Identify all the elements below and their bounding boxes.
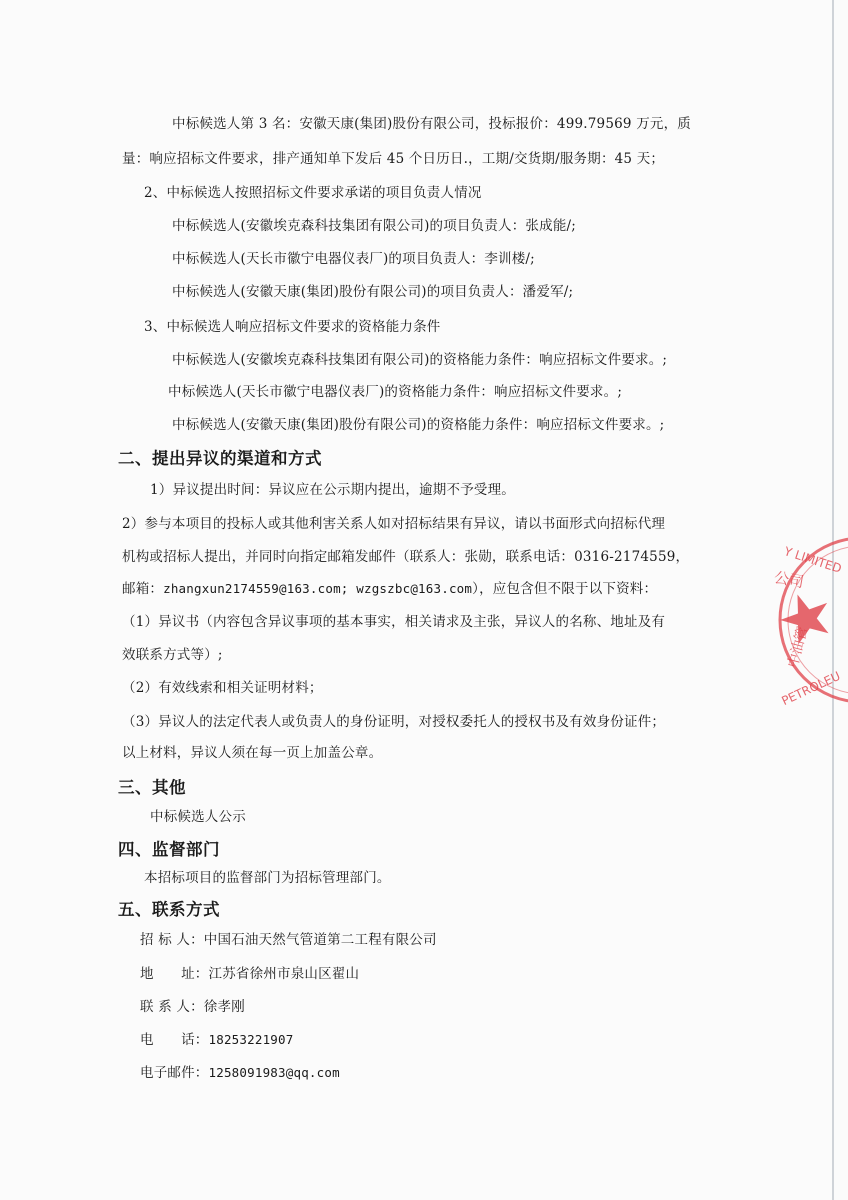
section2-p3-line2: 效联系方式等）; bbox=[122, 647, 223, 663]
contact-row-phone bbox=[140, 1028, 293, 1048]
contact-row-email bbox=[140, 1061, 340, 1081]
item2-line-2: 中标候选人(天长市徽宁电器仪表厂)的项目负责人：李训楼/; bbox=[172, 251, 535, 267]
contact-value: 徐孝刚 bbox=[203, 999, 245, 1015]
item3-line-3: 中标候选人(安徽天康(集团)股份有限公司)的资格能力条件：响应招标文件要求。; bbox=[172, 417, 665, 433]
contact-label: 联 系 人： bbox=[140, 999, 204, 1015]
section2-p1: 1）异议提出时间：异议应在公示期内提出，逾期不予受理。 bbox=[150, 482, 515, 498]
seal-graphic bbox=[770, 525, 848, 715]
contact-row-tenderer bbox=[140, 928, 437, 948]
item2-line-1: 中标候选人(安徽埃克森科技集团有限公司)的项目负责人：张成能/; bbox=[172, 218, 577, 234]
section4-text: 本招标项目的监督部门为招标管理部门。 bbox=[144, 870, 391, 886]
contact-label: 招 标 人： bbox=[140, 932, 204, 948]
section2-p5: （3）异议人的法定代表人或负责人的身份证明，对授权委托人的授权书及有效身份证件； bbox=[122, 714, 666, 730]
contact-value: 1258091983@qq.com bbox=[208, 1065, 340, 1080]
item3-line-2: 中标候选人(天长市徽宁电器仪表厂)的资格能力条件：响应招标文件要求。; bbox=[168, 384, 623, 400]
company-seal bbox=[770, 525, 848, 715]
item3-title: 3、中标候选人响应招标文件要求的资格能力条件 bbox=[144, 319, 441, 335]
contact-value: 江苏省徐州市泉山区翟山 bbox=[208, 966, 360, 982]
section5-heading: 五、联系方式 bbox=[118, 900, 220, 919]
section2-p6: 以上材料，异议人须在每一页上加盖公章。 bbox=[122, 745, 383, 761]
candidate-third-line1: 中标候选人第 3 名：安徽天康(集团)股份有限公司，投标报价：499.79569 万元，质 bbox=[172, 116, 691, 132]
email-prefix: 邮箱： bbox=[122, 581, 164, 597]
objection-emails: zhangxun2174559@163.com; wzgszbc@163.com bbox=[163, 581, 473, 596]
section2-p2-line1: 2）参与本项目的投标人或其他利害关系人如对招标结果有异议，请以书面形式向招标代理 bbox=[122, 516, 666, 532]
contact-row-person bbox=[140, 995, 245, 1015]
email-suffix: ），应包含但不限于以下资料： bbox=[472, 581, 658, 597]
contact-label: 电子邮件： bbox=[140, 1065, 209, 1081]
section2-p2-line3 bbox=[122, 577, 657, 597]
contact-label: 地 址： bbox=[140, 966, 209, 982]
item2-title: 2、中标候选人按照招标文件要求承诺的项目负责人情况 bbox=[144, 185, 482, 201]
seal-text-side: 中油管 bbox=[785, 624, 812, 670]
section2-p4: （2）有效线索和相关证明材料； bbox=[122, 680, 323, 696]
section3-text: 中标候选人公示 bbox=[150, 809, 246, 825]
section2-p3-line1: （1）异议书（内容包含异议事项的基本事实，相关请求及主张，异议人的名称、地址及有 bbox=[122, 614, 666, 630]
contact-value: 18253221907 bbox=[208, 1032, 294, 1047]
item2-line-3: 中标候选人(安徽天康(集团)股份有限公司)的项目负责人：潘爱军/; bbox=[172, 284, 574, 300]
section3-heading: 三、其他 bbox=[118, 778, 186, 797]
contact-row-address bbox=[140, 962, 359, 982]
seal-text-top: Y LIMITED bbox=[782, 544, 844, 576]
contact-label: 电 话： bbox=[140, 1032, 209, 1048]
section2-heading: 二、提出异议的渠道和方式 bbox=[118, 449, 322, 468]
item3-line-1: 中标候选人(安徽埃克森科技集团有限公司)的资格能力条件：响应招标文件要求。; bbox=[172, 352, 668, 368]
contact-value: 中国石油天然气管道第二工程有限公司 bbox=[203, 932, 437, 948]
seal-text-cn: 公司 bbox=[772, 568, 806, 592]
candidate-third-line2: 量：响应招标文件要求，排产通知单下发后 45 个日历日.，工期/交货期/服务期：45 天； bbox=[122, 151, 665, 167]
seal-text-bottom: PETROLEU bbox=[779, 668, 843, 709]
section2-p2-line2: 机构或招标人提出，并同时向指定邮箱发邮件（联系人：张勋，联系电话：0316-2174559， bbox=[122, 549, 690, 565]
section4-heading: 四、监督部门 bbox=[118, 840, 220, 859]
